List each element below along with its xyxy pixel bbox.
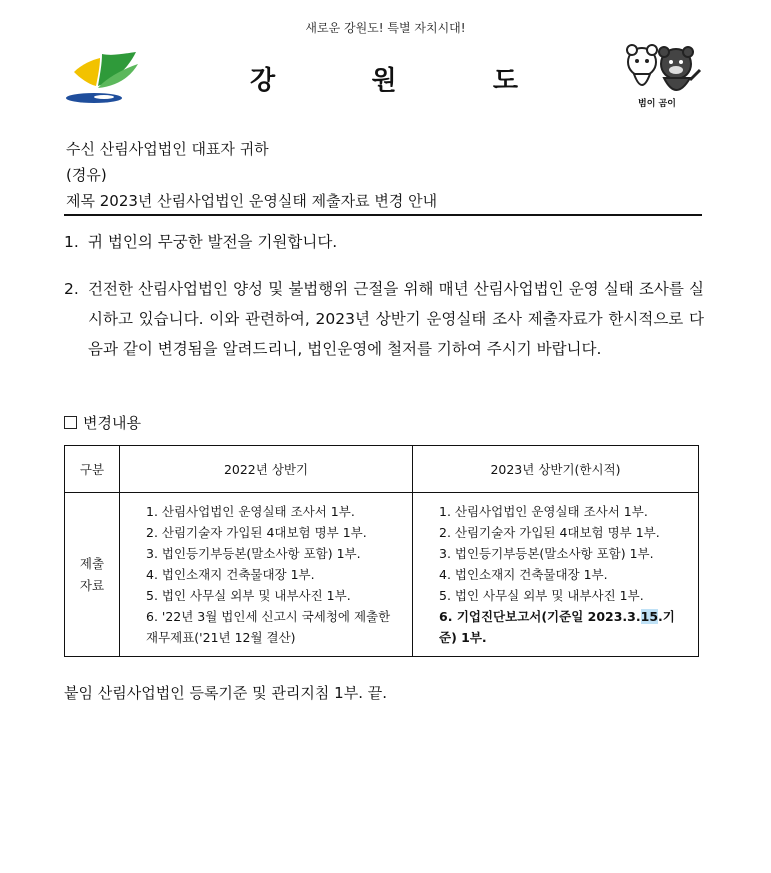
list-item: 5. 법인 사무실 외부 및 내부사진 1부. [146,588,351,603]
paragraph-2-number: 2. [64,280,79,298]
org-char-3: 도 [492,66,520,96]
slogan: 새로운 강원도! 특별 자치시대! [305,21,466,35]
table-row [65,493,699,657]
list-item: 3. 법인등기부등본(말소사항 포함) 1부. [439,546,654,561]
item-text-post: .기준) 1부. [439,609,675,645]
cell-2023 [413,493,699,657]
attachment-line: 붙임 산림사업법인 등록기준 및 관리지침 1부. 끝. [64,684,387,702]
paragraph-2 [64,274,704,364]
list-item-highlighted [421,606,692,648]
recipient-line: 수신 산림사업법인 대표자 귀하 [66,140,269,158]
header-divider [64,214,702,216]
highlighted-date: 15 [640,609,659,624]
table-header-row [65,446,699,493]
list-item: 4. 법인소재지 건축물대장 1부. [146,567,315,582]
cell-2022 [120,493,413,657]
row-label: 제출 자료 [65,493,120,657]
change-table [64,445,699,657]
gangwon-logo [64,50,144,106]
list-item: 1. 산림사업법인 운영실태 조사서 1부. [146,504,355,519]
list-item: 4. 법인소재지 건축물대장 1부. [439,567,608,582]
list-item: 6. '22년 3월 법인세 신고시 국세청에 제출한 재무제표('21년 12월 결산) [146,609,391,645]
item-number: 6. [439,609,453,624]
mascot-caption: 범이 곰이 [638,99,676,109]
list-item: 2. 산림기술자 가입된 4대보험 명부 1부. [439,525,660,540]
list-item: 3. 법인등기부등본(말소사항 포함) 1부. [146,546,361,561]
org-char-1: 강 [250,66,278,96]
header-2022: 2022년 상반기 [120,446,413,493]
organization-title [250,60,520,97]
paragraph-1-text: 귀 법인의 무궁한 발전을 기원합니다. [88,233,338,251]
list-item: 1. 산림사업법인 운영실태 조사서 1부. [439,504,648,519]
section-heading [64,412,141,433]
list-item: 5. 법인 사무실 외부 및 내부사진 1부. [439,588,644,603]
subject-line: 제목 2023년 산림사업법인 운영실태 제출자료 변경 안내 [66,192,438,210]
org-char-2: 원 [371,66,399,96]
list-item: 2. 산림기술자 가입된 4대보험 명부 1부. [146,525,367,540]
via-line: (경유) [66,166,107,184]
paragraph-1 [64,227,704,257]
header-category: 구분 [65,446,120,493]
paragraph-2-text: 건전한 산림사업법인 양성 및 불법행위 근절을 위해 매년 산림사업법인 운영 실태 조사를 실시하고 있습니다. 이와 관련하여, 2023년 상반기 운영실태 조사 제출자료가 한시적으로 다음과 같이 변경됨을 알려드리니, 법인운영에 철저를 기하여 주시기 바랍니다. [88,280,704,358]
section-title: 변경내용 [83,414,141,432]
checkbox-square-icon [64,416,77,429]
paragraph-1-number: 1. [64,233,79,251]
item-text-pre: 기업진단보고서(기준일 2023.3. [456,609,641,624]
header-2023: 2023년 상반기(한시적) [413,446,699,493]
